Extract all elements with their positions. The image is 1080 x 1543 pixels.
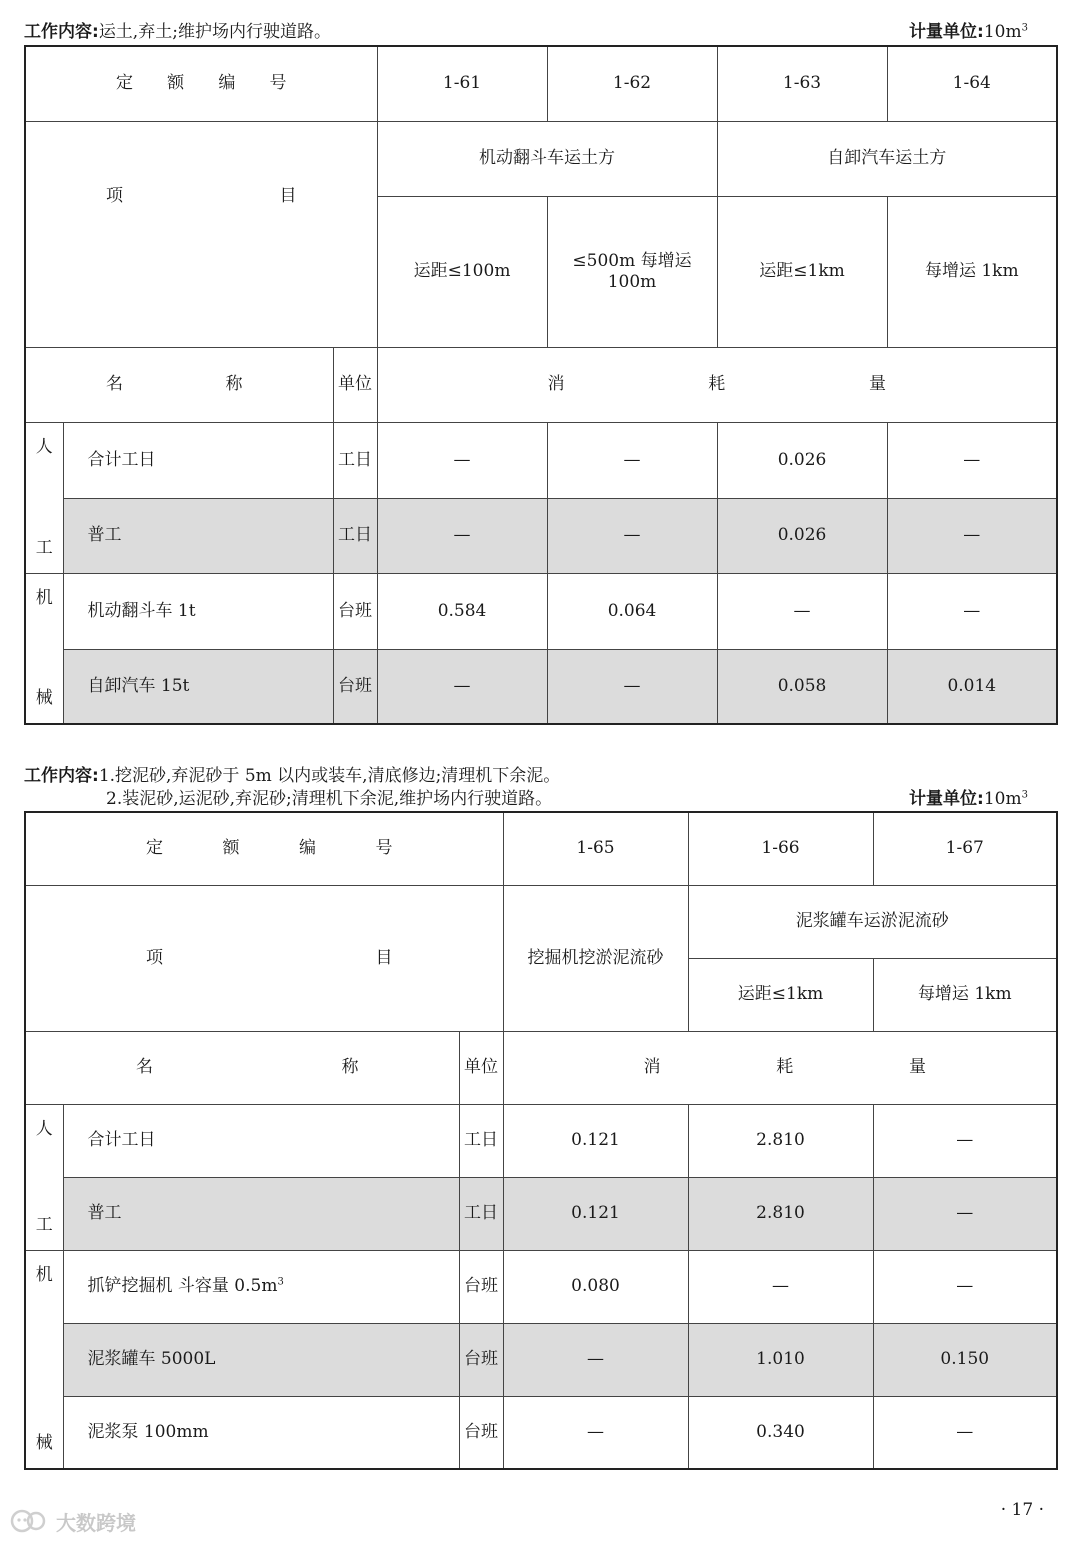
work-content-line2: 2.装泥砂,运泥砂,弃泥砂;清理机下余泥,维护场内行驶道路。 — [106, 789, 553, 809]
category-labor: 人 工 — [25, 422, 63, 573]
value-cell: — — [887, 573, 1057, 649]
work-content-label: 工作内容: — [24, 22, 99, 42]
table-row — [25, 1104, 1057, 1177]
table-row — [25, 422, 1057, 498]
unit-column-label: 单位 — [333, 347, 377, 422]
resource-unit: 台班 — [333, 573, 377, 649]
sub-header: 每增运 1km — [873, 958, 1057, 1031]
value-cell: 0.150 — [873, 1323, 1057, 1396]
value-cell: — — [717, 573, 887, 649]
work-content-line1: 1.挖泥砂,弃泥砂于 5m 以内或装车,清底修边;清理机下余泥。 — [98, 766, 561, 786]
value-cell: — — [377, 422, 547, 498]
work-content-2b — [106, 789, 552, 809]
category-labor: 人 工 — [25, 1104, 63, 1250]
value-cell: — — [887, 498, 1057, 573]
table-row — [25, 1177, 1057, 1250]
quota-code: 1-67 — [873, 812, 1057, 885]
table-row — [25, 1323, 1057, 1396]
item-label: 项 目 — [25, 885, 503, 1031]
table-row — [25, 498, 1057, 573]
value-cell: — — [503, 1396, 688, 1469]
resource-unit: 工日 — [459, 1177, 503, 1250]
value-cell: 0.026 — [717, 422, 887, 498]
value-cell: 0.121 — [503, 1177, 688, 1250]
quota-code: 1-61 — [377, 46, 547, 121]
resource-name: 泥浆泵 100mm — [63, 1396, 459, 1469]
consumption-label: 消 耗 量 — [503, 1031, 1057, 1104]
table-row — [25, 1250, 1057, 1323]
resource-name: 合计工日 — [63, 1104, 459, 1177]
category-machine: 机 械 — [25, 573, 63, 724]
measure-unit-value: 10m — [983, 22, 1022, 42]
value-cell: 0.014 — [887, 649, 1057, 724]
sub-header: 运距≤1km — [717, 196, 887, 347]
value-cell: 0.064 — [547, 573, 717, 649]
value-cell: 0.058 — [717, 649, 887, 724]
name-label: 名 称 — [25, 1031, 459, 1104]
sub-header: 运距≤1km — [688, 958, 873, 1031]
table-row — [25, 649, 1057, 724]
group-header: 自卸汽车运土方 — [717, 121, 1057, 196]
resource-name: 自卸汽车 15t — [63, 649, 333, 724]
group-header: 泥浆罐车运淤泥流砂 — [688, 885, 1057, 958]
resource-name: 机动翻斗车 1t — [63, 573, 333, 649]
value-cell: — — [887, 422, 1057, 498]
quota-code: 1-64 — [887, 46, 1057, 121]
value-cell: 0.584 — [377, 573, 547, 649]
value-cell: — — [547, 422, 717, 498]
resource-name: 合计工日 — [63, 422, 333, 498]
work-content-1 — [24, 22, 331, 42]
value-cell: — — [873, 1177, 1057, 1250]
value-cell: — — [873, 1104, 1057, 1177]
value-cell: — — [688, 1250, 873, 1323]
resource-name: 普工 — [63, 498, 333, 573]
quota-code: 1-65 — [503, 812, 688, 885]
value-cell: — — [547, 649, 717, 724]
watermark-text: 大数跨境 — [56, 1510, 136, 1535]
measure-unit-value: 10m — [983, 789, 1022, 809]
quota-code: 1-66 — [688, 812, 873, 885]
value-cell: — — [503, 1323, 688, 1396]
quota-code: 1-63 — [717, 46, 887, 121]
measure-unit-label: 计量单位: — [909, 22, 984, 42]
resource-name: 泥浆罐车 5000L — [63, 1323, 459, 1396]
unit-column-label: 单位 — [459, 1031, 503, 1104]
group-header: 机动翻斗车运土方 — [377, 121, 717, 196]
resource-unit: 工日 — [459, 1104, 503, 1177]
resource-unit: 台班 — [459, 1396, 503, 1469]
quota-table-1 — [24, 45, 1058, 725]
watermark — [10, 1506, 136, 1536]
measure-unit-sup: 3 — [1021, 22, 1028, 34]
column-header: 挖掘机挖淤泥流砂 — [503, 885, 688, 1031]
work-content-text: 运土,弃土;维护场内行驶道路。 — [98, 22, 331, 42]
value-cell: — — [547, 498, 717, 573]
quota-code: 1-62 — [547, 46, 717, 121]
quota-code-label: 定 额 编 号 — [25, 46, 377, 121]
page-number: · 17 · — [1000, 1500, 1044, 1520]
work-content-label: 工作内容: — [24, 766, 99, 786]
consumption-label: 消 耗 量 — [377, 347, 1057, 422]
resource-unit: 工日 — [333, 498, 377, 573]
value-cell: 0.080 — [503, 1250, 688, 1323]
value-cell: — — [377, 649, 547, 724]
chat-bubble-icon — [10, 1508, 50, 1534]
sub-header: 运距≤100m — [377, 196, 547, 347]
category-machine: 机 械 — [25, 1250, 63, 1469]
resource-name: 普工 — [63, 1177, 459, 1250]
resource-name: 抓铲挖掘机 斗容量 $0.5m^3$ — [63, 1250, 459, 1323]
value-cell: 0.340 — [688, 1396, 873, 1469]
quota-code-label: 定 额 编 号 — [25, 812, 503, 885]
quota-table-2 — [24, 811, 1058, 1470]
value-cell: — — [873, 1250, 1057, 1323]
value-cell: 2.810 — [688, 1104, 873, 1177]
sub-header: 每增运 1km — [887, 196, 1057, 347]
work-content-2 — [24, 766, 560, 786]
measure-unit-1 — [909, 22, 1028, 42]
sub-header: ≤500m 每增运 100m — [547, 196, 717, 347]
measure-unit-2 — [909, 789, 1028, 809]
resource-unit: 台班 — [333, 649, 377, 724]
resource-unit: 工日 — [333, 422, 377, 498]
measure-unit-label: 计量单位: — [909, 789, 984, 809]
value-cell: 0.026 — [717, 498, 887, 573]
value-cell: 0.121 — [503, 1104, 688, 1177]
table-row — [25, 573, 1057, 649]
value-cell: 1.010 — [688, 1323, 873, 1396]
value-cell: — — [377, 498, 547, 573]
value-cell: 2.810 — [688, 1177, 873, 1250]
value-cell: — — [873, 1396, 1057, 1469]
name-label: 名 称 — [25, 347, 333, 422]
resource-unit: 台班 — [459, 1250, 503, 1323]
item-label: 项 目 — [25, 121, 377, 347]
measure-unit-sup: 3 — [1021, 789, 1028, 801]
table-row — [25, 1396, 1057, 1469]
resource-unit: 台班 — [459, 1323, 503, 1396]
